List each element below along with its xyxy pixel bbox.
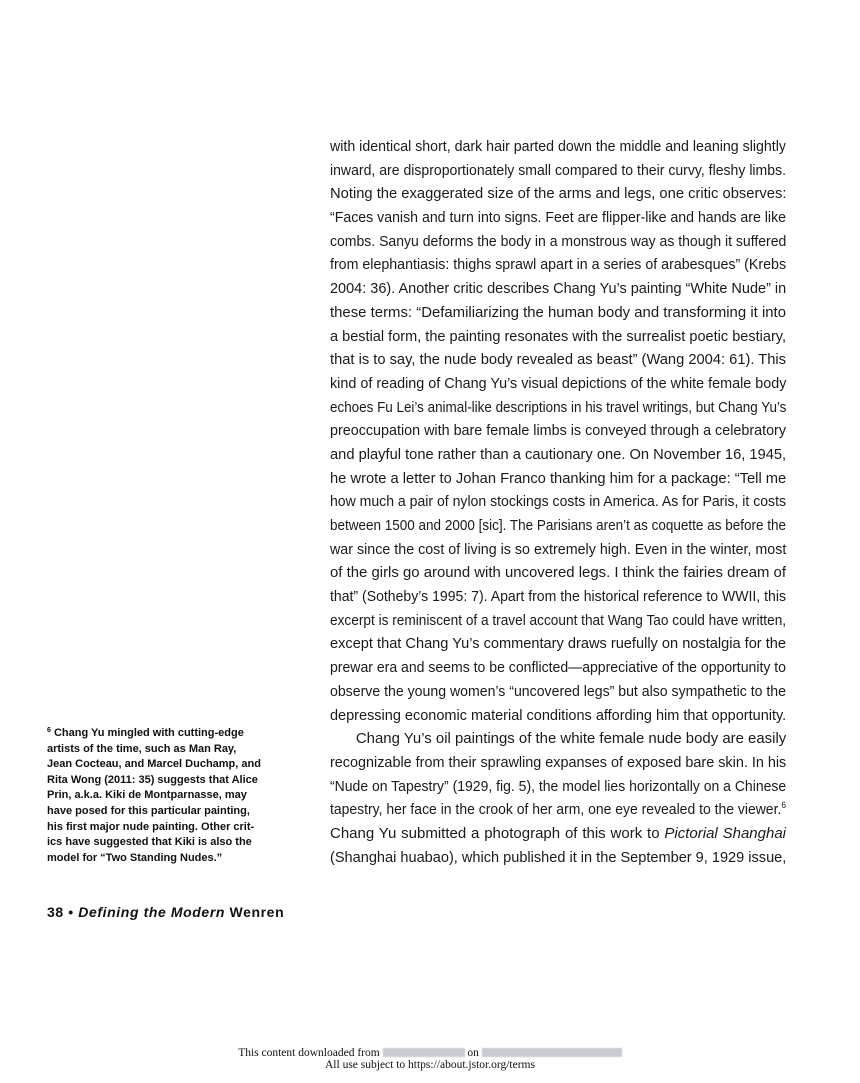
text-segment: he wrote a letter to Johan Franco thanking him for a package: “Tell me [330,469,787,487]
text-segment: 2004: 36). Another critic describes Chang Yu’s painting “White Nude” in [330,280,787,298]
footnote-line [47,742,287,758]
text-segment: how much a pair of nylon stockings costs in America. As for Paris, it costs [330,493,786,511]
footnote-line [47,820,287,836]
text-line [330,704,786,728]
text-line [330,253,786,277]
footnote-ref[interactable]: 6 [781,800,786,811]
download-text: This content downloaded from [238,1047,380,1059]
text-line [330,467,786,491]
text-line [330,135,786,159]
paragraph [330,727,786,869]
text-line [330,325,786,349]
text-line [330,585,786,609]
text-line [330,182,786,206]
footnote-marker: 6 [47,727,51,734]
text-line [330,680,786,704]
text-line [330,396,786,420]
text-segment: between 1500 and 2000 [sic]. The Parisians aren’t as coquette as before the [330,517,786,534]
jstor-notice [0,1047,860,1071]
redacted-date [482,1048,622,1057]
text-segment: prewar era and seems to be conflicted—appreciative of the opportunity to [330,659,786,677]
jstor-download-line [0,1047,860,1059]
text-segment: recognizable from their sprawling expanses of exposed bare skin. In his [330,753,787,771]
text-line [330,419,786,443]
redacted-ip [383,1048,465,1057]
text-line [330,490,786,514]
book-title-roman: Wenren [229,904,285,920]
text-segment: except that Chang Yu’s commentary draws ruefully on nostalgia for the [330,635,786,653]
text-segment: “Nude on Tapestry” (1929, fig. 5), the model lies horizontally on a Chinese [330,777,787,795]
footnote-text: model for “Two Standing Nudes.” [47,851,223,864]
text-segment: war since the cost of living is so extremely high. Even in the winter, most [330,540,787,558]
text-segment: that is to say, the nude body revealed as beast” (Wang 2004: 61). This [330,351,786,369]
text-line [330,206,786,230]
text-segment: inward, are disproportionately small compared to their curvy, fleshy limbs. [330,161,786,179]
text-line [330,348,786,372]
book-title-italic: Defining the Modern [78,904,226,920]
footnote-line [47,773,287,789]
text-line [330,561,786,585]
footnote-text: ics have suggested that Kiki is also the [47,836,252,849]
text-line [330,632,786,656]
text-segment: that” (Sotheby’s 1995: 7). Apart from the historical reference to WWII, this [330,588,786,606]
footnote-line [47,835,287,851]
folio-separator: • [68,904,74,920]
text-segment: Noting the exaggerated size of the arms and legs, one critic observes: [330,185,787,203]
text-segment: with identical short, dark hair parted down the middle and leaning slightly [330,138,786,155]
text-segment: Chang Yu submitted a photograph of this work to [330,824,665,842]
paragraph [330,135,786,727]
text-line [330,372,786,396]
footnote-line [47,726,287,742]
footnote-line [47,757,287,773]
text-segment: depressing economic material conditions affording him that opportunity. [330,706,787,724]
text-line [330,846,786,870]
page-number: 38 [47,904,64,920]
text-line [330,822,786,846]
text-segment: preoccupation with bare female limbs is conveyed through a celebratory [330,422,786,440]
text-line [330,656,786,680]
text-segment: and playful tone rather than a cautionary one. On November 16, 1945, [330,445,787,463]
text-line [330,798,786,822]
body-text [330,135,786,869]
text-line [330,775,786,799]
text-segment: echoes Fu Lei’s animal-like descriptions in his travel writings, but Chang Yu’s [330,398,787,416]
text-line [330,727,786,751]
footnote-line [47,851,287,867]
text-segment: combs. Sanyu deforms the body in a monstrous way as though it suffered [330,232,787,250]
jstor-terms-line: All use subject to https://about.jstor.org/terms [325,1059,535,1071]
page-folio [47,904,284,920]
text-line [330,301,786,325]
footnote-line [47,788,287,804]
text-line [330,538,786,562]
text-segment: a bestial form, the painting resonates with the surrealist poetic bestiary, [330,327,786,345]
text-segment: excerpt is reminiscent of a travel account that Wang Tao could have written, [330,611,787,629]
footnote-6 [47,726,287,866]
text-line [330,443,786,467]
text-line [330,609,786,633]
footnote-text: Chang Yu mingled with cutting-edge [53,727,244,739]
text-line [330,514,786,538]
text-line [330,230,786,254]
italic-title: Pictorial Shanghai [664,824,786,842]
footnote-text: artists of the time, such as Man Ray, [47,742,237,755]
text-segment: (Shanghai huabao), which published it in the September 9, 1929 issue, [330,848,787,866]
text-line [330,159,786,183]
footnote-line [47,804,287,820]
footnote-text: his first major nude painting. Other crit- [47,820,255,833]
on-text: on [467,1047,479,1059]
text-segment: “Faces vanish and turn into signs. Feet are flipper-like and hands are like [330,209,786,227]
text-segment: observe the young women’s “uncovered legs” but also sympathetic to the [330,682,786,700]
footnote-text: Rita Wong (2011: 35) suggests that Alice [47,773,258,786]
footnote-text: have posed for this particular painting, [47,804,250,817]
text-segment: kind of reading of Chang Yu’s visual depictions of the white female body [330,374,787,392]
footnote-text: Prin, a.k.a. Kiki de Montparnasse, may [47,789,247,802]
text-segment: these terms: “Defamiliarizing the human body and transforming it into [330,303,786,321]
footnote-text: Jean Cocteau, and Marcel Duchamp, and [47,758,261,771]
text-segment: of the girls go around with uncovered legs. I think the fairies dream of [330,564,786,582]
text-segment: from elephantiasis: thighs sprawl apart in a series of arabesques” (Krebs [330,256,787,274]
text-segment: tapestry, her face in the crook of her arm, one eye revealed to the viewer. [330,801,782,819]
text-segment: Chang Yu’s oil paintings of the white female nude body are easily [355,730,787,748]
text-line [330,751,786,775]
text-line [330,277,786,301]
